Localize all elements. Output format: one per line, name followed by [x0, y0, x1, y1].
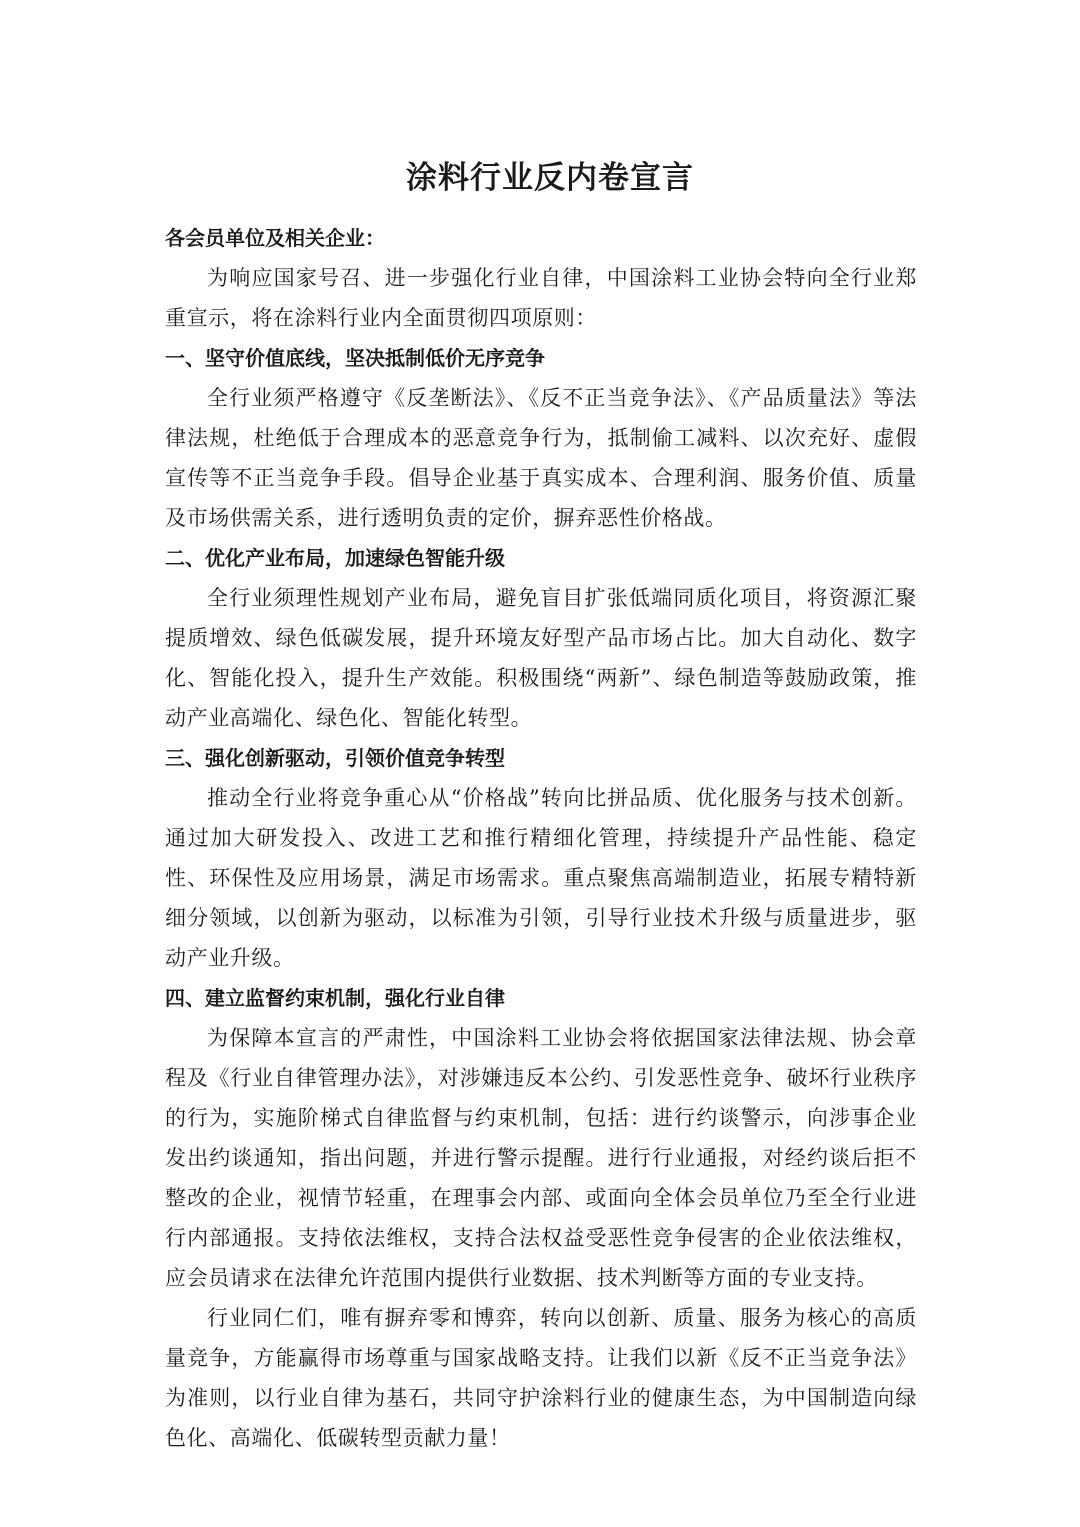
section-heading: 一、坚守价值底线，坚决抵制低价无序竞争 — [165, 346, 545, 370]
section-2 — [165, 538, 917, 738]
section-body: 推动全行业将竞争重心从“价格战”转向比拼品质、优化服务与技术创新。通过加大研发投入、改进工艺和推行精细化管理，持续提升产品性能、稳定性、环保性及应用场景，满足市场需求。重点聚焦高端制造业，拓展专精特新细分领域，以创新为驱动，以标准为引领，引导行业技术升级与质量进步，驱动产业升级。 — [165, 786, 917, 970]
section-heading: 二、优化产业布局，加速绿色智能升级 — [165, 546, 505, 570]
section-heading: 三、强化创新驱动，引领价值竞争转型 — [165, 746, 505, 770]
document-title: 涂料行业反内卷宣言 — [406, 160, 694, 196]
section-4 — [165, 978, 917, 1298]
section-body: 全行业须严格遵守《反垄断法》、《反不正当竞争法》、《产品质量法》等法律法规，杜绝低于合理成本的恶意竞争行为，抵制偷工减料、以次充好、虚假宣传等不正当竞争手段。倡导企业基于真实成本、合理利润、服务价值、质量及市场供需关系，进行透明负责的定价，摒弃恶性价格战。 — [165, 386, 917, 530]
section-body: 全行业须理性规划产业布局，避免盲目扩张低端同质化项目，将资源汇聚提质增效、绿色低碳发展，提升环境友好型产品市场占比。加大自动化、数字化、智能化投入，提升生产效能。积极围绕“两新”、绿色制造等鼓励政策，推动产业高端化、绿色化、智能化转型。 — [165, 586, 917, 730]
section-heading: 四、建立监督约束机制，强化行业自律 — [165, 986, 505, 1010]
section-body: 为保障本宣言的严肃性，中国涂料工业协会将依据国家法律法规、协会章程及《行业自律管理办法》，对涉嫌违反本公约、引发恶性竞争、破坏行业秩序的行为，实施阶梯式自律监督与约束机制，包括：进行约谈警示，向涉事企业发出约谈通知，指出问题，并进行警示提醒。进行行业通报，对经约谈后拒不整改的企业，视情节轻重，在理事会内部、或面向全体会员单位乃至全行业进行内部通报。支持依法维权，支持合法权益受恶性竞争侵害的企业依法维权，应会员请求在法律允许范围内提供行业数据、技术判断等方面的专业支持。 — [165, 1026, 917, 1290]
salutation: 各会员单位及相关企业： — [165, 226, 385, 250]
intro-paragraph: 为响应国家号召、进一步强化行业自律，中国涂料工业协会特向全行业郑重宣示，将在涂料行业内全面贯彻四项原则： — [165, 266, 917, 330]
section-3 — [165, 738, 917, 978]
closing-paragraph: 行业同仁们，唯有摒弃零和博弈，转向以创新、质量、服务为核心的高质量竞争，方能赢得市场尊重与国家战略支持。让我们以新《反不正当竞争法》为准则，以行业自律为基石，共同守护涂料行业的健康生态，为中国制造向绿色化、高端化、低碳转型贡献力量！ — [165, 1306, 917, 1450]
document-page — [165, 150, 917, 1458]
section-1 — [165, 338, 917, 538]
